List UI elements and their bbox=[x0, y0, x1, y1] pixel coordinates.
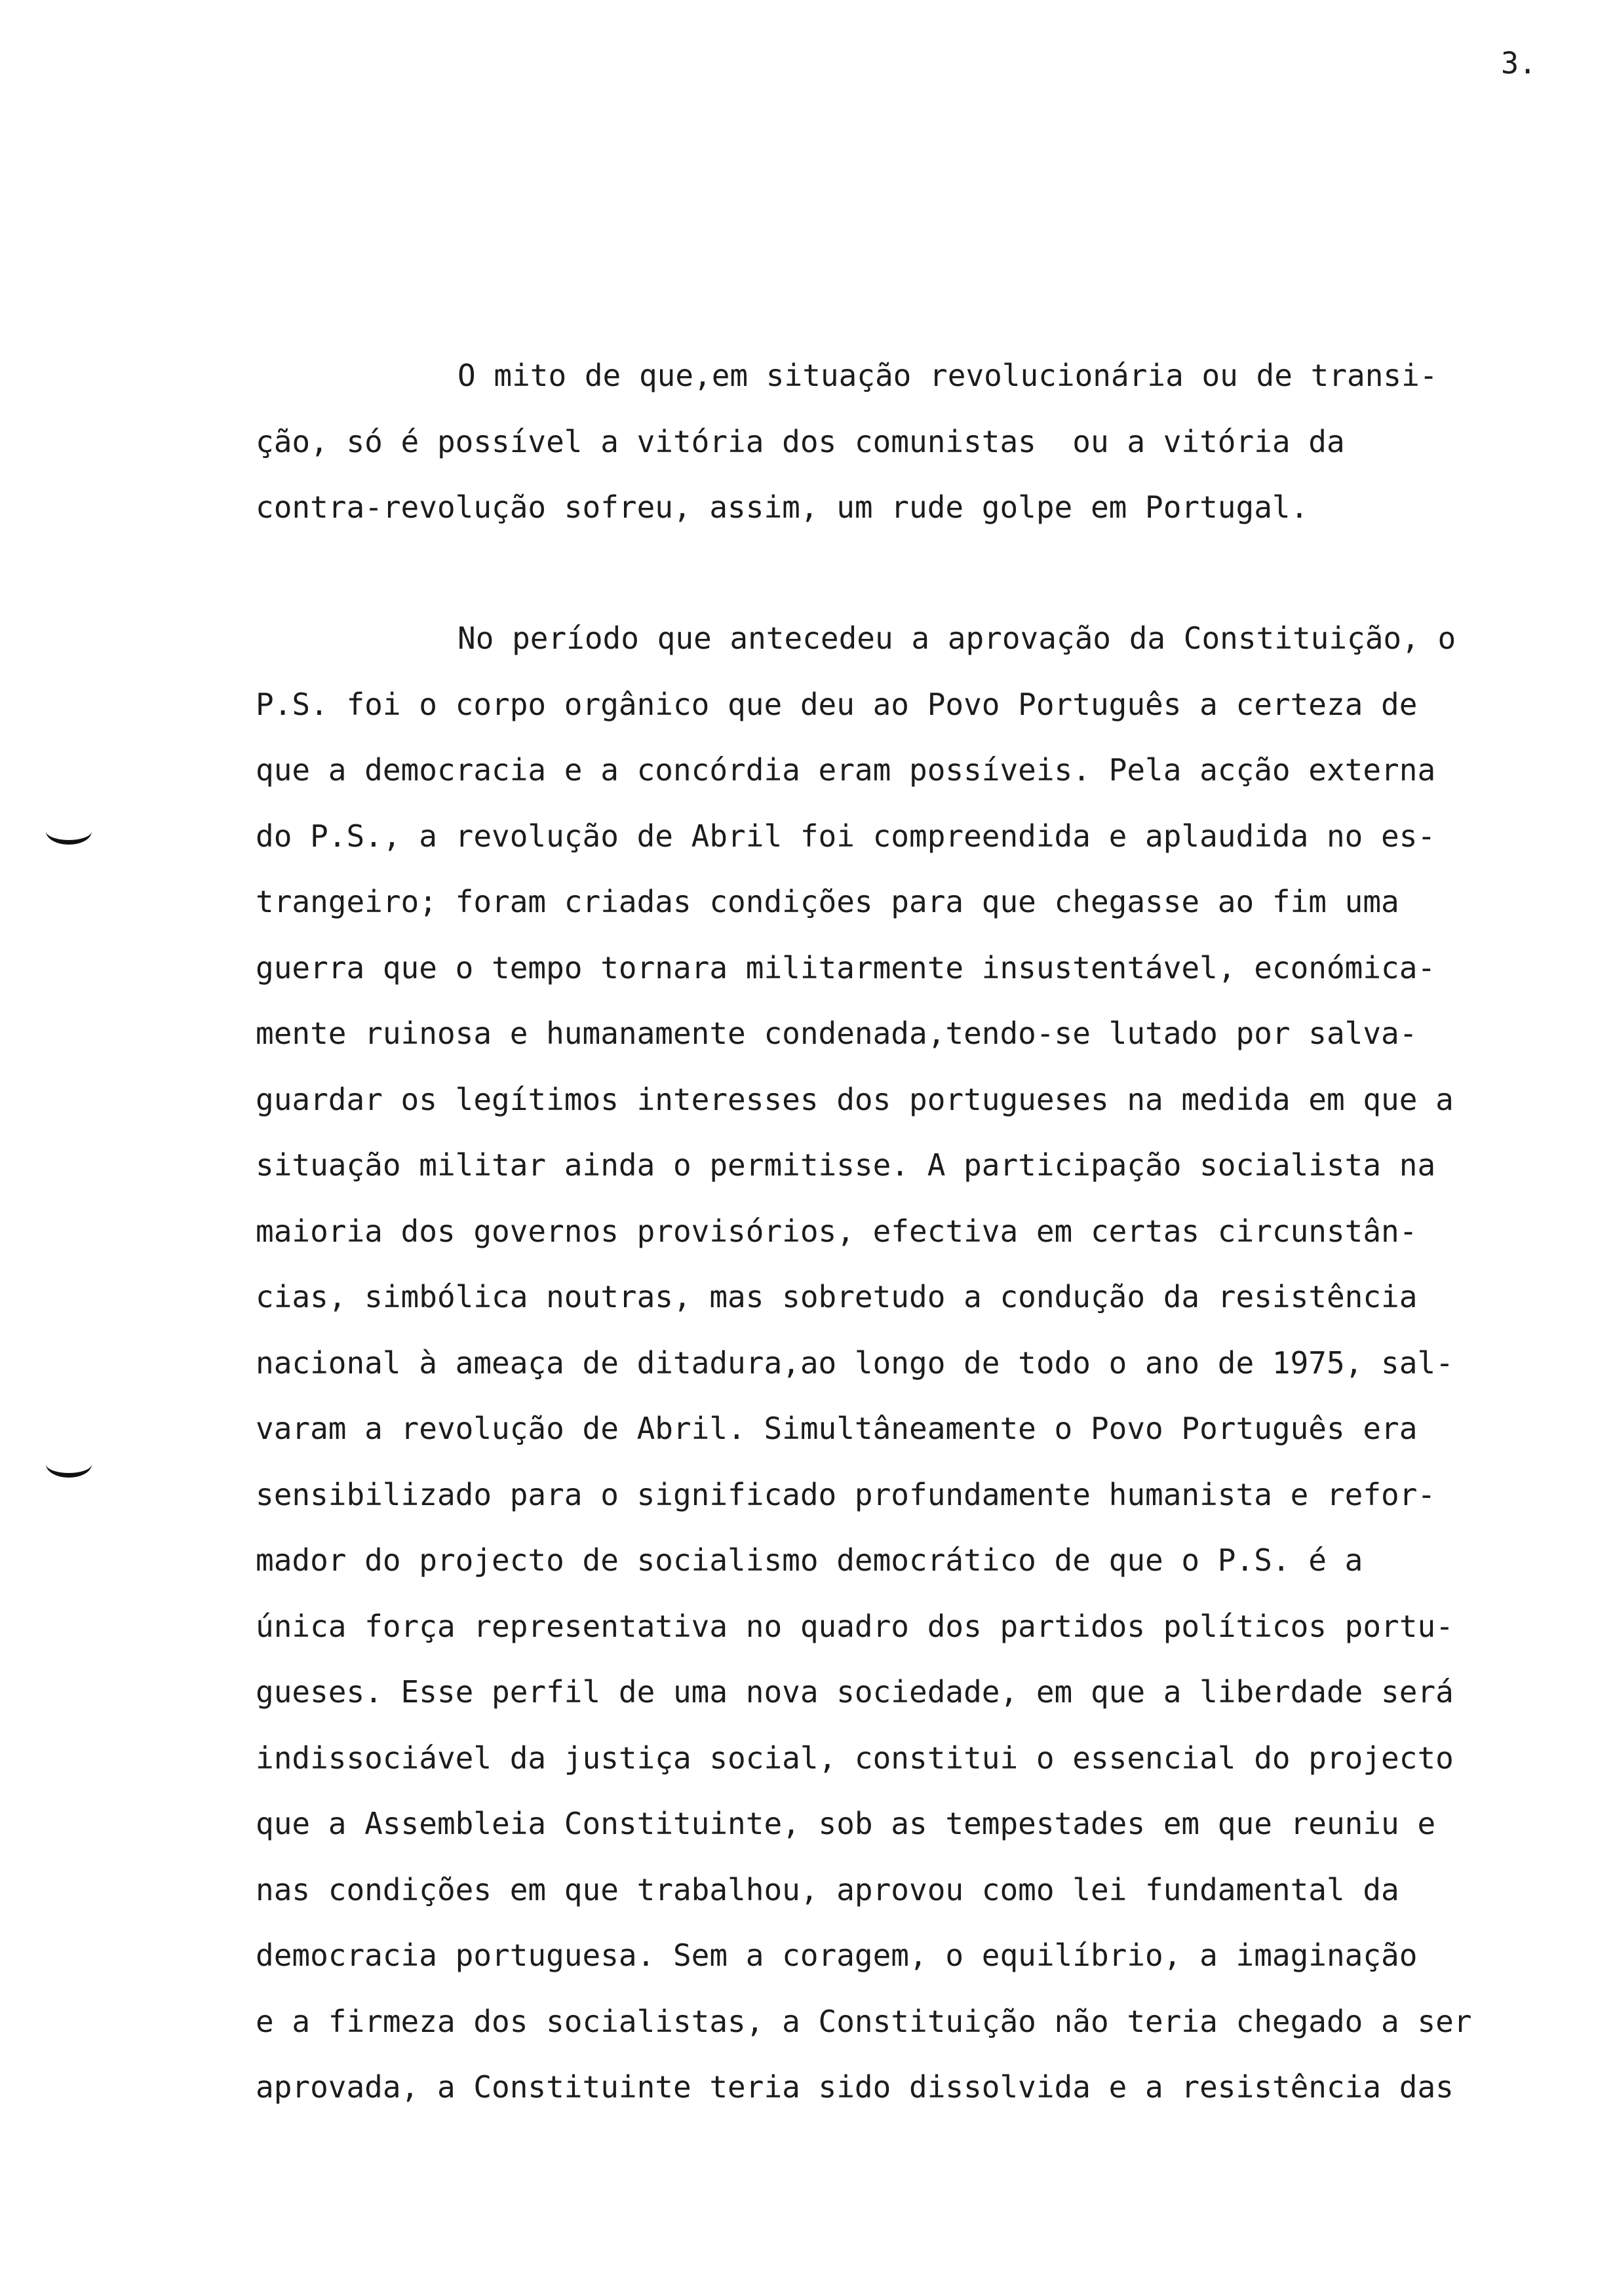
text-line: ção, só é possível a vitória dos comunistas ou a vitória da bbox=[256, 423, 1345, 459]
page-number: 3. bbox=[1501, 46, 1537, 81]
text-line: No período que antecedeu a aprovação da Constituição, o bbox=[457, 621, 1456, 656]
text-line: sensibilizado para o significado profundamente humanista e refor- bbox=[256, 1476, 1436, 1512]
text-line: e a firmeza dos socialistas, a Constituição não teria chegado a ser bbox=[256, 2003, 1472, 2039]
text-line: situação militar ainda o permitisse. A participação socialista na bbox=[256, 1147, 1436, 1183]
text-line: varam a revolução de Abril. Simultâneamente o Povo Português era bbox=[256, 1411, 1418, 1446]
punch-hole-mark-top bbox=[46, 818, 92, 845]
text-line: que a democracia e a concórdia eram possíveis. Pela acção externa bbox=[256, 752, 1436, 788]
text-line: única força representativa no quadro dos partidos políticos portu- bbox=[256, 1608, 1454, 1644]
text-line: nacional à ameaça de ditadura,ao longo de todo o ano de 1975, sal- bbox=[256, 1345, 1454, 1381]
text-line: aprovada, a Constituinte teria sido dissolvida e a resistência das bbox=[256, 2069, 1454, 2105]
text-line: maioria dos governos provisórios, efectiva em certas circunstân- bbox=[256, 1213, 1418, 1249]
text-line: cias, simbólica noutras, mas sobretudo a condução da resistência bbox=[256, 1279, 1418, 1314]
text-line: contra-revolução sofreu, assim, um rude golpe em Portugal. bbox=[256, 489, 1309, 525]
text-line: P.S. foi o corpo orgânico que deu ao Povo Português a certeza de bbox=[256, 686, 1418, 722]
text-line: guerra que o tempo tornara militarmente insustentável, económica- bbox=[256, 949, 1436, 985]
paragraph-2 bbox=[256, 605, 1472, 2120]
text-line: indissociável da justiça social, constitui o essencial do projecto bbox=[256, 1740, 1454, 1776]
text-line: nas condições em que trabalhou, aprovou como lei fundamental da bbox=[256, 1871, 1399, 1907]
text-line: O mito de que,em situação revolucionária ou de transi- bbox=[457, 358, 1438, 393]
paragraph-1 bbox=[256, 343, 1438, 541]
text-line: mador do projecto de socialismo democrático de que o P.S. é a bbox=[256, 1542, 1363, 1578]
text-line: democracia portuguesa. Sem a coragem, o equilíbrio, a imaginação bbox=[256, 1938, 1418, 1973]
text-line: trangeiro; foram criadas condições para que chegasse ao fim uma bbox=[256, 884, 1399, 919]
punch-hole-mark-bottom bbox=[46, 1451, 92, 1478]
text-line: que a Assembleia Constituinte, sob as tempestades em que reuniu e bbox=[256, 1806, 1436, 1841]
text-line: gueses. Esse perfil de uma nova sociedade, em que a liberdade será bbox=[256, 1674, 1454, 1710]
text-line: guardar os legítimos interesses dos portugueses na medida em que a bbox=[256, 1081, 1454, 1117]
text-line: do P.S., a revolução de Abril foi compreendida e aplaudida no es- bbox=[256, 818, 1436, 854]
text-line: mente ruinosa e humanamente condenada,tendo-se lutado por salva- bbox=[256, 1016, 1418, 1051]
